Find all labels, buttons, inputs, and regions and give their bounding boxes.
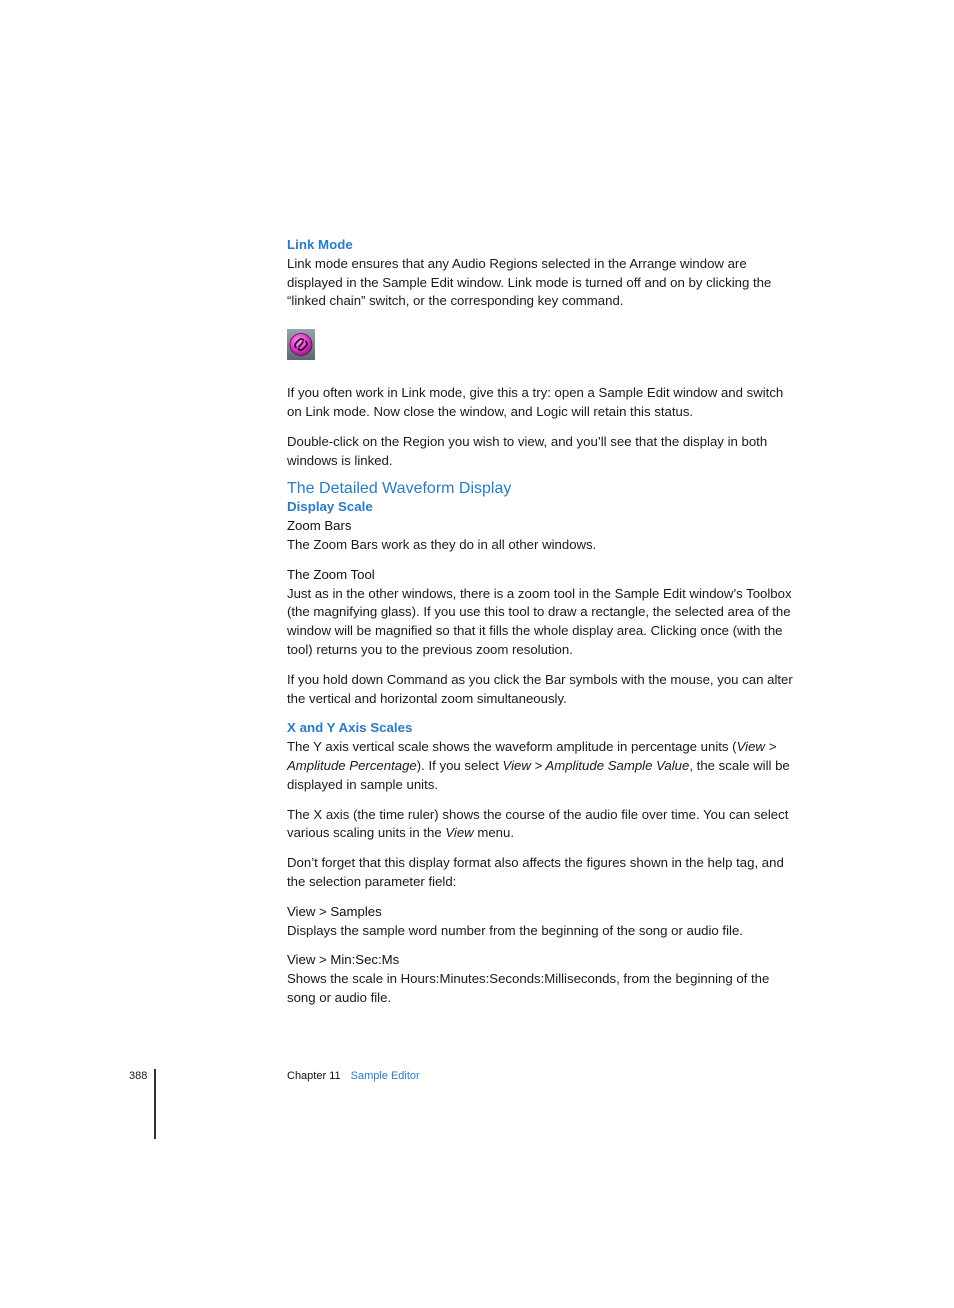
zoom-bars-text: The Zoom Bars work as they do in all other windows. bbox=[287, 536, 597, 552]
page-number: 388 bbox=[129, 1070, 148, 1082]
waveform-section-heading: The Detailed Waveform Display bbox=[287, 480, 512, 498]
chapter-label: Chapter 11 bbox=[287, 1070, 341, 1082]
footer-divider bbox=[154, 1069, 156, 1139]
chapter-footer bbox=[287, 1070, 420, 1082]
display-format-note: Don’t forget that this display format also affects the figures shown in the help tag, and the selection parameter field: bbox=[287, 855, 784, 889]
link-mode-double-click: Double-click on the Region you wish to view, and you’ll see that the display in both windows is linked. bbox=[287, 433, 768, 468]
link-mode-heading: Link Mode bbox=[287, 237, 353, 252]
x-menu-view: View bbox=[445, 825, 474, 841]
chapter-title: Sample Editor bbox=[350, 1070, 420, 1082]
zoom-tool-heading: The Zoom Tool bbox=[287, 566, 375, 582]
command-zoom-text: If you hold down Command as you click the Bar symbols with the mouse, you can alter the vertical and horizontal zoom simultaneously. bbox=[287, 671, 793, 706]
link-mode-paragraph: Link mode ensures that any Audio Regions selected in the Arrange window are displayed in the Sample Edit window. Link mode is turned off and on by clicking the “linked chain” switch, or the corresponding key command. bbox=[287, 255, 772, 309]
zoom-tool-text: Just as in the other windows, there is a zoom tool in the Sample Edit window’s Toolbox (the magnifying glass). If you use this tool to draw a rectangle, the selected area of the window will be magnified so that it fills the whole display area. Clicking once (with the tool) returns you to the previous zoom resolution. bbox=[287, 585, 792, 657]
y-menu-sample-value: View > Amplitude Sample Value bbox=[502, 757, 690, 773]
view-samples-heading: View > Samples bbox=[287, 903, 382, 919]
page-content bbox=[287, 236, 799, 1008]
view-samples-text: Displays the sample word number from the beginning of the song or audio file. bbox=[287, 922, 743, 938]
y-axis-text: The Y axis vertical scale shows the waveform amplitude in percentage units (View > Amplitude Percentage). If you select View > Amplitude Sample Value, the scale will be displayed in sample units. bbox=[287, 739, 790, 792]
view-minsec-heading: View > Min:Sec:Ms bbox=[287, 952, 400, 968]
display-scale-heading: Display Scale bbox=[287, 499, 373, 515]
x-axis-text: The X axis (the time ruler) shows the course of the audio file over time. You can select various scaling units in the View menu. bbox=[287, 806, 789, 841]
view-minsec-text: Shows the scale in Hours:Minutes:Seconds:Milliseconds, from the beginning of the song or audio file. bbox=[287, 971, 770, 1005]
linked-chain-icon bbox=[287, 329, 315, 360]
zoom-bars-heading: Zoom Bars bbox=[287, 518, 352, 534]
link-mode-tip: If you often work in Link mode, give this a try: open a Sample Edit window and switch on Link mode. Now close the window, and Logic will retain this status. bbox=[287, 385, 784, 419]
y-menu-percentage: View > Amplitude Percentage bbox=[287, 739, 777, 773]
axis-scales-heading: X and Y Axis Scales bbox=[287, 720, 413, 736]
